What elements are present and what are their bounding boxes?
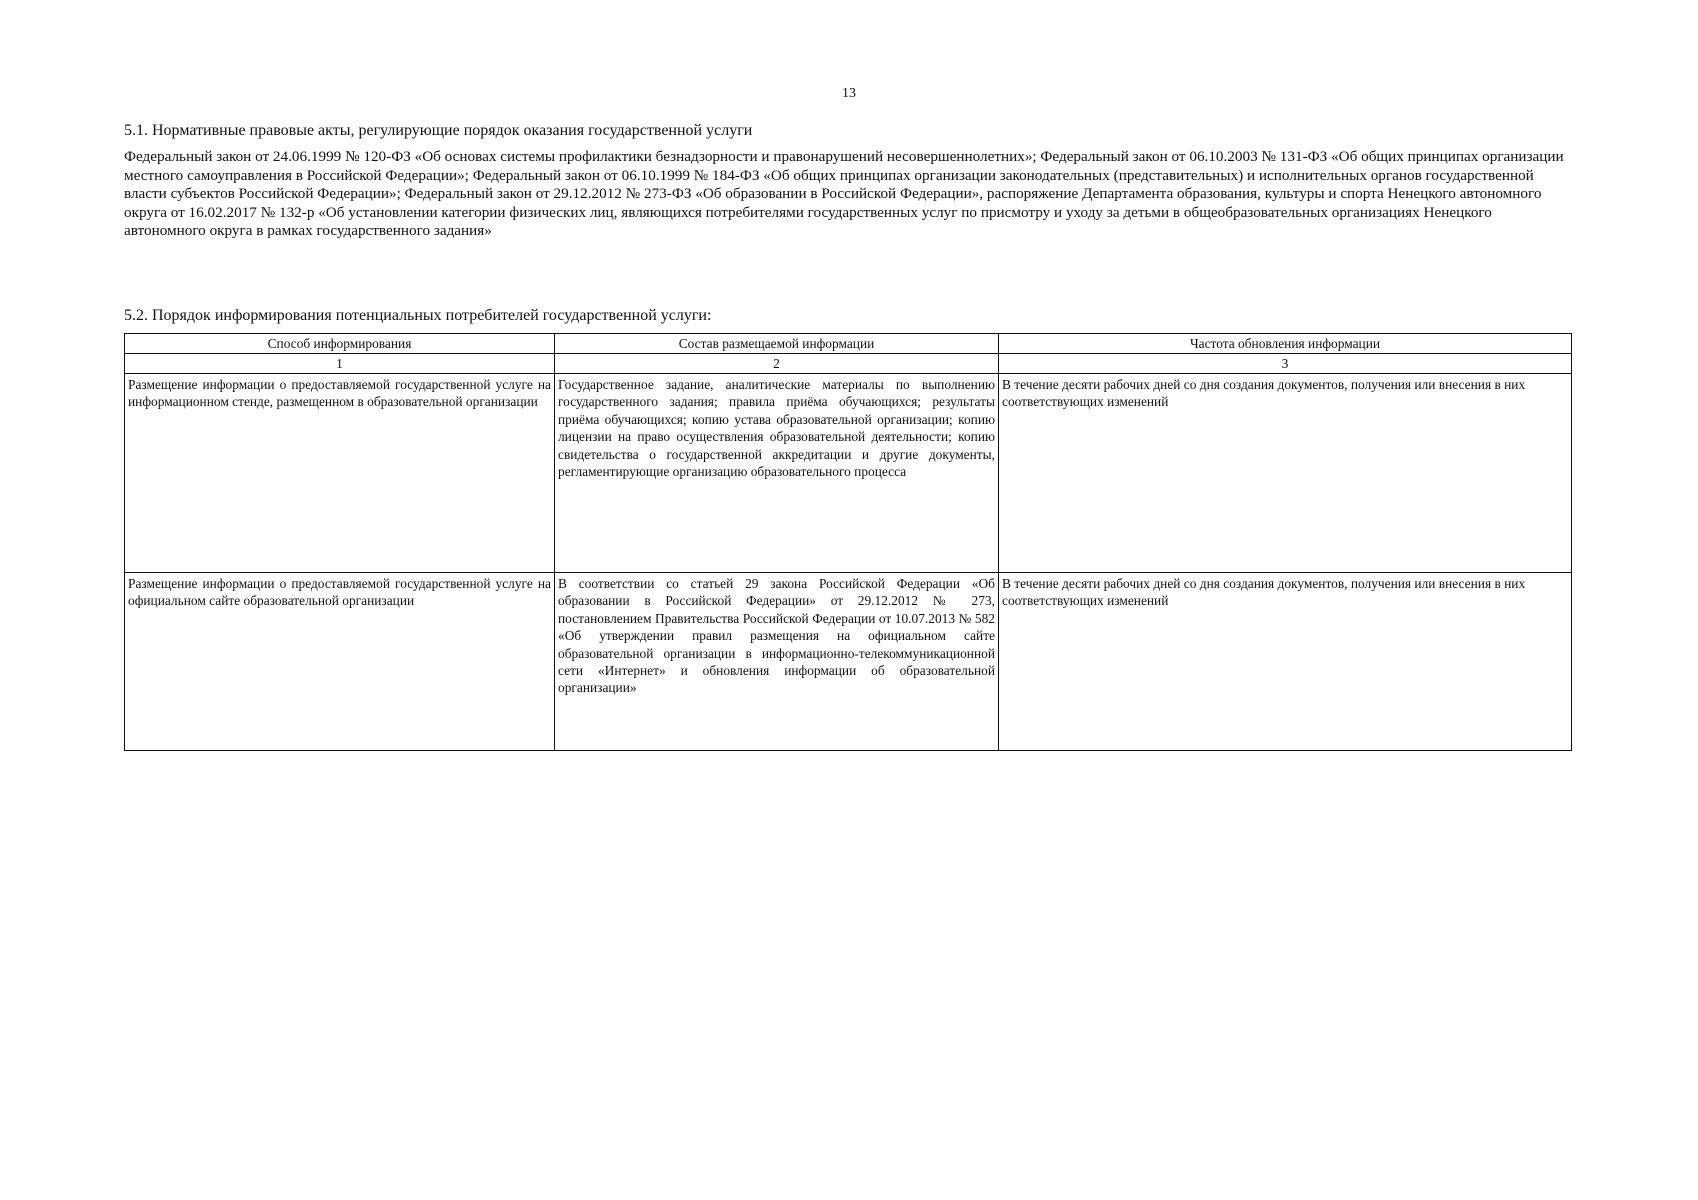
row-2-method: Размещение информации о предоставляемой государственной услуге на официальном сайте образовательной организации [125,573,555,751]
row-2-frequency: В течение десяти рабочих дней со дня создания документов, получения или внесения в них соответствующих изменений [999,573,1572,751]
column-header-method: Способ информирования [125,334,555,354]
informing-table [124,333,1572,751]
section-5-1-law-list: Федеральный закон от 24.06.1999 № 120-ФЗ «Об основах системы профилактики безнадзорности и правонарушений несовершеннолетних»; Федеральный закон от 06.10.2003 № 131-ФЗ «Об общих принципах организации местного самоуправления в Российской Федерации»; Федеральный закон от 06.10.1999 № 184-ФЗ «Об общих принципах организации законодательных (представительных) и исполнительных органов государственной власти субъектов Российской Федерации»; Федеральный закон от 29.12.2012 № 273-ФЗ «Об образовании в Российской Федерации», распоряжение Департамента образования, культуры и спорта Ненецкого автономного округа от 16.02.2017 № 132-р «Об установлении категории физических лиц, являющихся потребителями государственных услуг по присмотру и уходу за детьми в общеобразовательных организациях Ненецкого автономного округа в рамках государственного задания» [124,148,1564,239]
column-number-3: 3 [999,354,1572,374]
column-header-frequency: Частота обновления информации [999,334,1572,354]
section-5-1-heading: 5.1. Нормативные правовые акты, регулирующие порядок оказания государственной услуги [124,122,753,139]
page-number: 13 [842,86,856,101]
row-1-method: Размещение информации о предоставляемой государственной услуге на информационном стенде, размещенном в образовательной организации [125,374,555,573]
table-row [125,374,1572,573]
column-number-2: 2 [555,354,999,374]
table-row [125,573,1572,751]
row-2-content: В соответствии со статьей 29 закона Российской Федерации «Об образовании в Российской Федерации» от 29.12.2012 № 273, постановлением Правительства Российской Федерации от 10.07.2013 № 582 «Об утверждении правил размещения на официальном сайте образовательной организации в информационно-телекоммуникационной сети «Интернет» и обновления информации об образовательной организации» [555,573,999,751]
row-1-frequency: В течение десяти рабочих дней со дня создания документов, получения или внесения в них соответствующих изменений [999,374,1572,573]
section-5-2-heading: 5.2. Порядок информирования потенциальных потребителей государственной услуги: [124,307,712,324]
column-number-row [125,354,1572,374]
column-header-content: Состав размещаемой информации [555,334,999,354]
row-1-content: Государственное задание, аналитические материалы по выполнению государственного задания; правила приёма обучающихся; результаты приёма обучающихся; копию устава образовательной организации; копию лицензии на право осуществления образовательной деятельности; копию свидетельства о государственной аккредитации и другие документы, регламентирующие организацию образовательного процесса [555,374,999,573]
column-number-1: 1 [125,354,555,374]
table-header-row [125,334,1572,354]
